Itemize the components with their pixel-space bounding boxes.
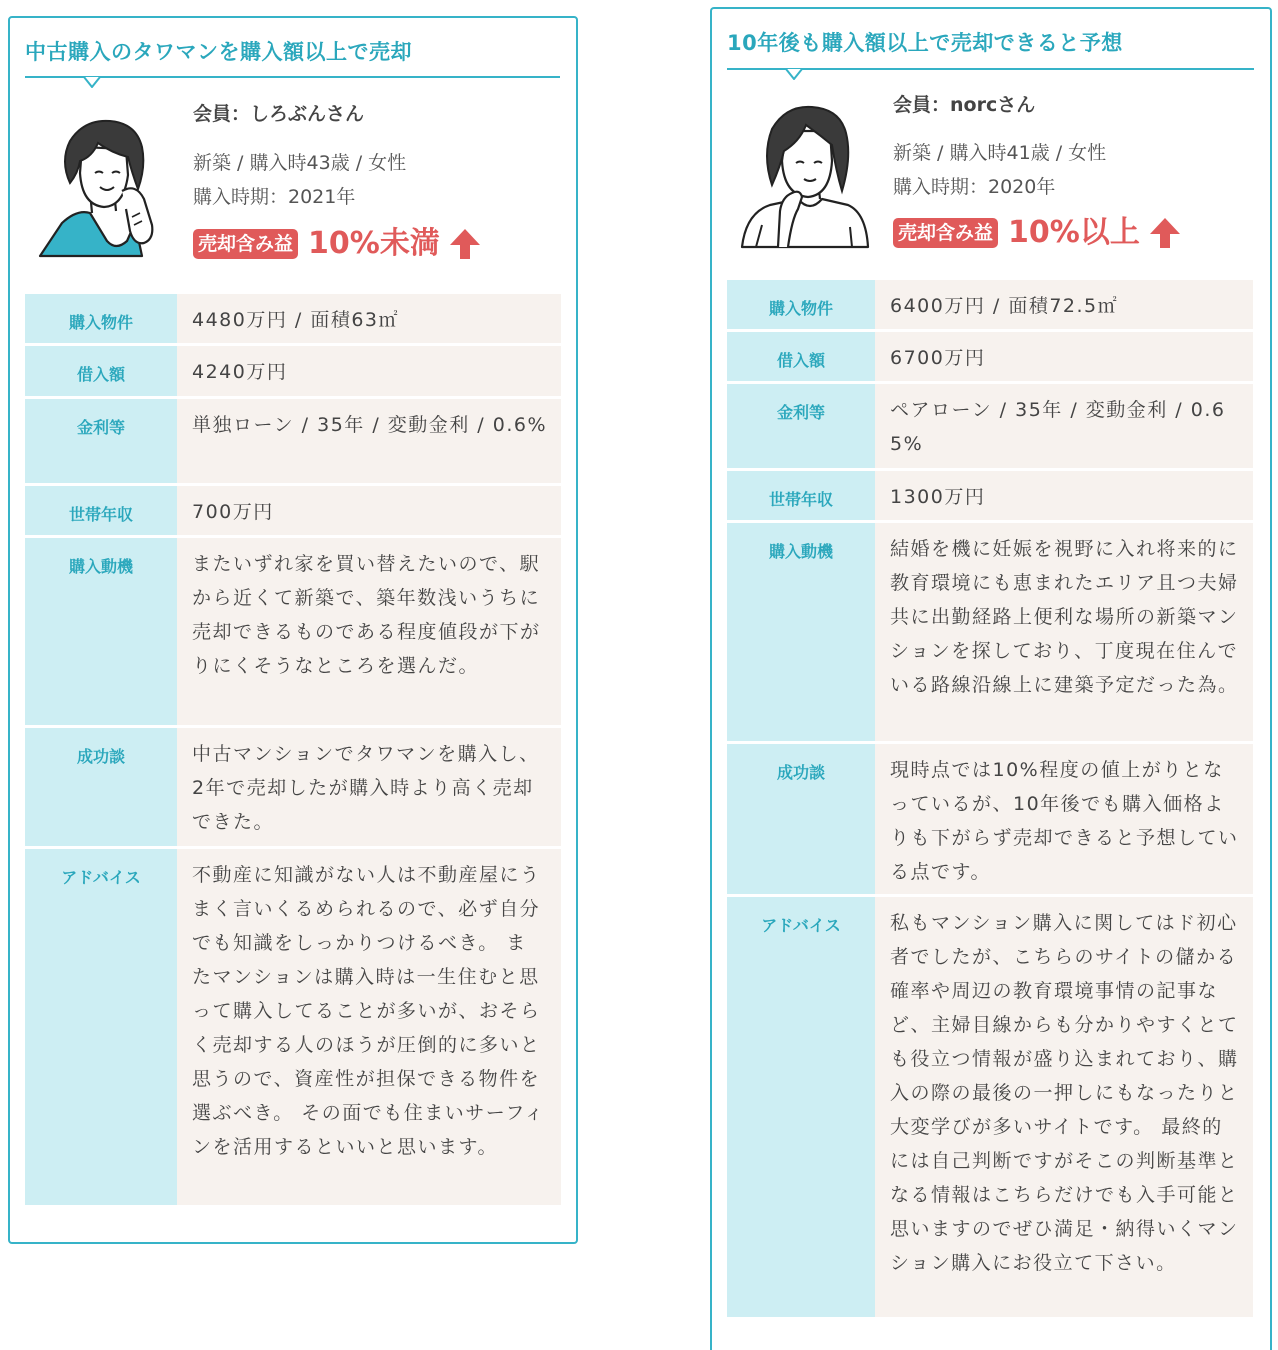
row-value: 中古マンションでタワマンを購入し、2年で売却したが購入時より高く売却できた。 <box>177 728 561 846</box>
info-table <box>25 294 561 1208</box>
row-value: ペアローン / 35年 / 変動金利 / 0.65% <box>875 384 1253 468</box>
member-purchase-date: 購入時期：2021年 <box>193 186 356 208</box>
speech-tail-icon <box>785 69 803 80</box>
table-row <box>727 332 1253 381</box>
row-label: 世帯年収 <box>727 471 875 520</box>
title-divider <box>25 76 560 78</box>
profit-badge: 売却含み益 <box>193 229 298 259</box>
table-row <box>727 744 1253 894</box>
testimonial-card-norc <box>710 7 1272 1350</box>
title-divider <box>727 68 1254 70</box>
woman-resting-chin-illustration <box>32 113 167 258</box>
table-row <box>25 399 561 483</box>
up-arrow-icon <box>448 227 482 261</box>
table-row <box>25 346 561 396</box>
row-label: 購入物件 <box>727 280 875 329</box>
row-label: 借入額 <box>25 346 177 396</box>
row-value: 現時点では10%程度の値上がりとなっているが、10年後でも購入価格よりも下がらず売却できると予想している点です。 <box>875 744 1253 894</box>
row-value: 4480万円 / 面積63㎡ <box>177 294 561 343</box>
table-row <box>25 728 561 846</box>
table-row <box>727 523 1253 741</box>
row-label: 購入動機 <box>727 523 875 741</box>
table-row <box>727 384 1253 468</box>
row-value: 1300万円 <box>875 471 1253 520</box>
table-row <box>25 486 561 535</box>
profit-badge: 売却含み益 <box>893 218 998 248</box>
row-value: 6400万円 / 面積72.5㎡ <box>875 280 1253 329</box>
table-row <box>727 280 1253 329</box>
row-label: 借入額 <box>727 332 875 381</box>
row-value: またいずれ家を買い替えたいので、駅から近くて新築で、築年数浅いうちに売却できるものである程度値段が下がりにくそうなところを選んだ。 <box>177 538 561 725</box>
info-table <box>727 280 1253 1320</box>
profit-indicator <box>893 213 1182 253</box>
row-value: 700万円 <box>177 486 561 535</box>
table-row <box>727 897 1253 1317</box>
member-name: 会員：norcさん <box>893 94 1036 116</box>
member-profile: 新築 / 購入時41歳 / 女性 <box>893 142 1107 164</box>
profit-value: 10%以上 <box>1008 215 1140 250</box>
table-row <box>25 849 561 1205</box>
row-value: 結婚を機に妊娠を視野に入れ将来的に教育環境にも恵まれたエリア且つ夫婦共に出勤経路上便利な場所の新築マンションを探しており、丁度現在住んでいる路線沿線上に建築予定だった為。 <box>875 523 1253 741</box>
up-arrow-icon <box>1148 216 1182 250</box>
row-value: 4240万円 <box>177 346 561 396</box>
row-label: 世帯年収 <box>25 486 177 535</box>
testimonial-card-shirobun <box>8 16 578 1244</box>
profit-value: 10%未満 <box>308 226 440 261</box>
row-value: 単独ローン / 35年 / 変動金利 / 0.6% <box>177 399 561 483</box>
row-label: 成功談 <box>25 728 177 846</box>
row-value: 私もマンション購入に関してはド初心者でしたが、こちらのサイトの儲かる確率や周辺の教育環境事情の記事など、主婦目線からも分かりやすくとても役立つ情報が盛り込まれており、購入の際の最後の一押しにもなったりと大変学びが多いサイトです。 最終的には自己判断ですがそこの判断基準となる情報はこちらだけでも入手可能と思いますのでぜひ満足・納得いくマンション購入にお役立て下さい。 <box>875 897 1253 1317</box>
speech-tail-icon <box>83 77 101 88</box>
row-value: 不動産に知識がない人は不動産屋にうまく言いくるめられるので、必ず自分でも知識をしっかりつけるべき。 またマンションは購入時は一生住むと思って購入してることが多いが、おそらく売却する人のほうが圧倒的に多いと思うので、資産性が担保できる物件を選ぶべき。 その面でも住まいサーフィンを活用するといいと思います。 <box>177 849 561 1205</box>
table-row <box>25 294 561 343</box>
member-profile: 新築 / 購入時43歳 / 女性 <box>193 152 407 174</box>
card-title: 10年後も購入額以上で売却できると予想 <box>727 31 1123 55</box>
row-label: 購入動機 <box>25 538 177 725</box>
row-value: 6700万円 <box>875 332 1253 381</box>
row-label: アドバイス <box>727 897 875 1317</box>
row-label: 購入物件 <box>25 294 177 343</box>
card-title: 中古購入のタワマンを購入額以上で売却 <box>25 40 412 64</box>
woman-thinking-illustration <box>736 101 871 249</box>
row-label: 金利等 <box>25 399 177 483</box>
row-label: 成功談 <box>727 744 875 894</box>
row-label: アドバイス <box>25 849 177 1205</box>
row-label: 金利等 <box>727 384 875 468</box>
table-row <box>25 538 561 725</box>
member-name: 会員：しろぶんさん <box>193 103 365 125</box>
profit-indicator <box>193 224 482 264</box>
table-row <box>727 471 1253 520</box>
member-purchase-date: 購入時期：2020年 <box>893 176 1056 198</box>
